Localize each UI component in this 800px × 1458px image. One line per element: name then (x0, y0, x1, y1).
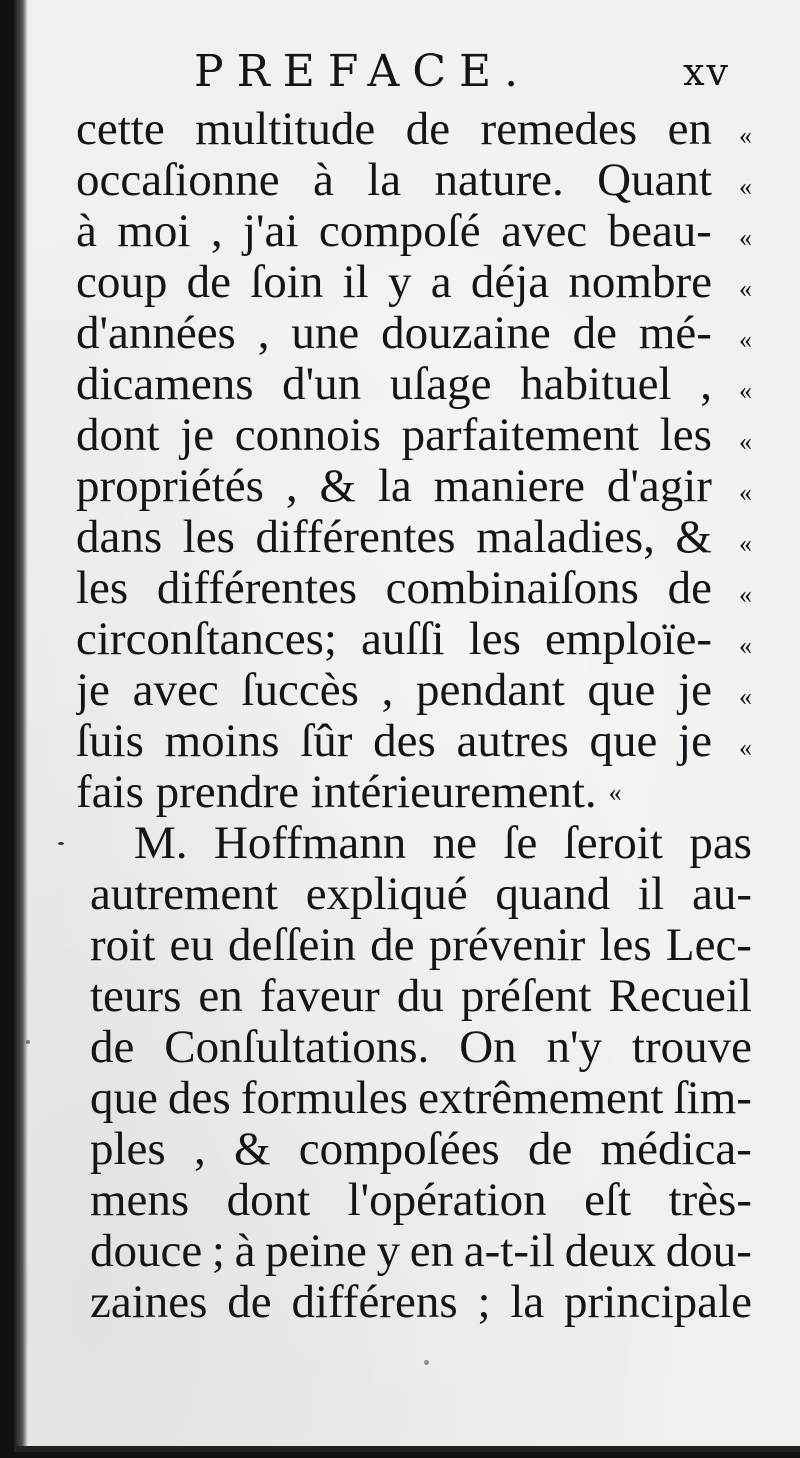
line-text (76, 206, 712, 257)
ink-speck (424, 1360, 429, 1365)
word: deux (564, 1226, 657, 1277)
word: que (589, 716, 658, 767)
line-text (76, 1022, 752, 1073)
page-number: xv (683, 50, 730, 94)
word: compoſées (298, 1124, 500, 1175)
word: nature. (434, 155, 564, 206)
word: de (90, 1022, 135, 1073)
word: je (678, 665, 712, 716)
quote-mark: « (739, 580, 752, 609)
word: à (312, 155, 334, 206)
text-line (76, 104, 752, 155)
word: ſim- (673, 1073, 752, 1124)
line-text (76, 1124, 752, 1175)
line-text (76, 308, 712, 359)
ink-speck (26, 1040, 30, 1044)
word: & (233, 1124, 271, 1175)
line-text (76, 767, 712, 818)
word: pas (689, 818, 752, 869)
word: je (180, 410, 215, 461)
text-line (76, 563, 752, 614)
word: a-t-il (463, 1226, 556, 1277)
quote-mark: « (739, 478, 752, 507)
word: compoſé (318, 206, 481, 257)
line-text (76, 614, 712, 665)
word: trouve (631, 1022, 752, 1073)
word: y (376, 1226, 401, 1277)
word: au- (691, 869, 752, 920)
word: ſeroit (563, 818, 663, 869)
ink-speck (58, 842, 64, 845)
word: ne (432, 818, 478, 869)
word: ſoin (250, 257, 324, 308)
word: maladies, (476, 512, 655, 563)
word: n'y (546, 1022, 603, 1073)
word: a (430, 257, 452, 308)
word: propriétés (76, 461, 264, 512)
word: zaines (90, 1277, 208, 1328)
quote-mark: « (739, 529, 752, 558)
word: Lec- (665, 920, 752, 971)
word: de (186, 257, 231, 308)
word: Recueil (608, 971, 752, 1022)
word: les (599, 920, 652, 971)
word: parfaitement (401, 410, 640, 461)
line-text (76, 716, 712, 767)
text-line (76, 665, 752, 716)
word: l'opération (347, 1175, 547, 1226)
text-line (76, 1277, 752, 1328)
word: faveur (259, 971, 380, 1022)
word: dou- (665, 1226, 752, 1277)
word: occaſionne (76, 155, 280, 206)
word: douce (90, 1226, 203, 1277)
quote-mark: « (608, 778, 622, 807)
paragraph-commentary (76, 818, 752, 1328)
word: emploïe- (544, 614, 712, 665)
word: ſuis (76, 716, 144, 767)
word: ; (477, 1277, 491, 1328)
text-line (76, 1073, 752, 1124)
word: j'ai (242, 206, 299, 257)
word: je (678, 716, 712, 767)
word: je (76, 665, 110, 716)
word: d'un (282, 359, 362, 410)
text-line (76, 308, 752, 359)
word: ples (90, 1124, 166, 1175)
word: M. (134, 818, 188, 869)
line-text (76, 818, 752, 869)
word: , (210, 206, 223, 257)
text-line (76, 1226, 752, 1277)
word: eſt (584, 1175, 632, 1226)
word: d'années (76, 308, 236, 359)
word: principale (564, 1277, 752, 1328)
text-line (76, 155, 752, 206)
text-line (76, 206, 752, 257)
line-text (76, 104, 712, 155)
word: la (510, 1277, 545, 1328)
quote-mark: « (739, 121, 752, 150)
word: des (373, 716, 436, 767)
word: deſſein (228, 920, 356, 971)
word: combinaiſons (385, 563, 639, 614)
word: avec (132, 665, 219, 716)
word: autrement (90, 869, 278, 920)
word: eu (169, 920, 214, 971)
quote-mark: « (739, 733, 752, 762)
word: des (168, 1073, 231, 1124)
word: ſûr (300, 716, 353, 767)
word: pendant (416, 665, 565, 716)
line-text (76, 359, 712, 410)
word: d'agir (606, 461, 712, 512)
word: prévenir (428, 920, 586, 971)
word: préſent (460, 971, 592, 1022)
quote-mark: « (739, 376, 752, 405)
word: en (667, 104, 712, 155)
line-text (76, 155, 712, 206)
line-text-content: fais prendre intérieurement. (76, 767, 597, 818)
word: nombre (568, 257, 712, 308)
word: en (198, 971, 243, 1022)
word: Conſultations. (164, 1022, 430, 1073)
line-text (76, 869, 752, 920)
word: que (90, 1073, 158, 1124)
word: la (367, 155, 402, 206)
word: teurs (90, 971, 182, 1022)
word: à (76, 206, 97, 257)
text-line (76, 461, 752, 512)
word: très- (668, 1175, 752, 1226)
line-text (76, 257, 712, 308)
word: cette (76, 104, 165, 155)
word: avec (501, 206, 588, 257)
text-line (76, 767, 752, 818)
word: On (459, 1022, 517, 1073)
word: maniere (433, 461, 586, 512)
word: , (193, 1124, 206, 1175)
word: de (527, 1124, 573, 1175)
word: du (396, 971, 444, 1022)
word: multitude (195, 104, 376, 155)
word: autres (456, 716, 569, 767)
text-line (76, 614, 752, 665)
word: peine (265, 1226, 367, 1277)
text-line (76, 359, 752, 410)
word: uſage (389, 359, 492, 410)
word: les (182, 512, 235, 563)
word: ſuccès (241, 665, 359, 716)
line-text (76, 1277, 752, 1328)
line-text (76, 665, 712, 716)
word: remedes (480, 104, 638, 155)
word: de (370, 920, 415, 971)
text-line (76, 971, 752, 1022)
word: auſſi (361, 614, 445, 665)
body-text (76, 104, 752, 1328)
word: de (227, 1277, 272, 1328)
word: différentes (156, 563, 357, 614)
word: beau- (607, 206, 712, 257)
word: les (659, 410, 712, 461)
word: différentes (255, 512, 456, 563)
word: expliqué (305, 869, 468, 920)
text-line (76, 257, 752, 308)
text-line (76, 1022, 752, 1073)
line-text (76, 410, 712, 461)
word: médica- (600, 1124, 752, 1175)
word: ; (211, 1226, 225, 1277)
line-text (76, 920, 752, 971)
quote-mark: « (739, 223, 752, 252)
word: y (388, 257, 412, 308)
line-text (76, 512, 712, 563)
word: en (409, 1226, 455, 1277)
word: & (675, 512, 712, 563)
word: coup (76, 257, 168, 308)
text-line (76, 1175, 752, 1226)
page-gutter-shadow (14, 0, 28, 1452)
line-text (76, 1226, 752, 1277)
word: la (377, 461, 412, 512)
word: à (234, 1226, 256, 1277)
word: dans (76, 512, 163, 563)
quote-mark: « (739, 427, 752, 456)
word: extrêmement (418, 1073, 664, 1124)
word: connois (234, 410, 381, 461)
word: de (405, 104, 451, 155)
word: il (638, 869, 665, 920)
quote-mark: « (739, 274, 752, 303)
text-line (76, 410, 752, 461)
word: moins (164, 716, 280, 767)
word: moi (117, 206, 191, 257)
word: les (468, 614, 521, 665)
page-header (194, 44, 730, 100)
word: de (572, 308, 617, 359)
book-page (14, 0, 800, 1452)
word: les (76, 563, 129, 614)
word: déja (470, 257, 550, 308)
word: différens (291, 1277, 458, 1328)
word: formules (240, 1073, 408, 1124)
page-bottom-edge (14, 1446, 800, 1452)
text-line (76, 512, 752, 563)
word: quand (495, 869, 611, 920)
word: , (700, 359, 712, 410)
word: il (342, 257, 369, 308)
line-text (76, 1073, 752, 1124)
text-line (76, 1124, 752, 1175)
word: dont (226, 1175, 311, 1226)
text-line (76, 716, 752, 767)
word: , (381, 665, 394, 716)
quote-mark: « (739, 172, 752, 201)
word: ſe (503, 818, 538, 869)
quote-mark: « (739, 682, 752, 711)
word: Quant (597, 155, 712, 206)
line-text (76, 461, 712, 512)
text-line (76, 869, 752, 920)
quote-mark: « (739, 325, 752, 354)
word: Hoffmann (213, 818, 407, 869)
word: que (587, 665, 656, 716)
quote-mark: « (739, 631, 752, 660)
word: une (291, 308, 360, 359)
word: de (667, 563, 712, 614)
word: mens (90, 1175, 190, 1226)
word: , (285, 461, 298, 512)
line-text (76, 971, 752, 1022)
word: circonſtances; (76, 614, 337, 665)
word: habituel (520, 359, 672, 410)
running-head: PREFACE. (194, 46, 532, 97)
word: roit (90, 920, 156, 971)
word: mé- (638, 308, 712, 359)
text-line (76, 920, 752, 971)
word: & (319, 461, 356, 512)
paragraph-quotation (76, 104, 752, 818)
word: dont (76, 410, 160, 461)
text-line (76, 818, 752, 869)
word: douzaine (381, 308, 551, 359)
line-text (76, 563, 712, 614)
line-text (76, 1175, 752, 1226)
word: dicamens (76, 359, 254, 410)
word: , (257, 308, 270, 359)
